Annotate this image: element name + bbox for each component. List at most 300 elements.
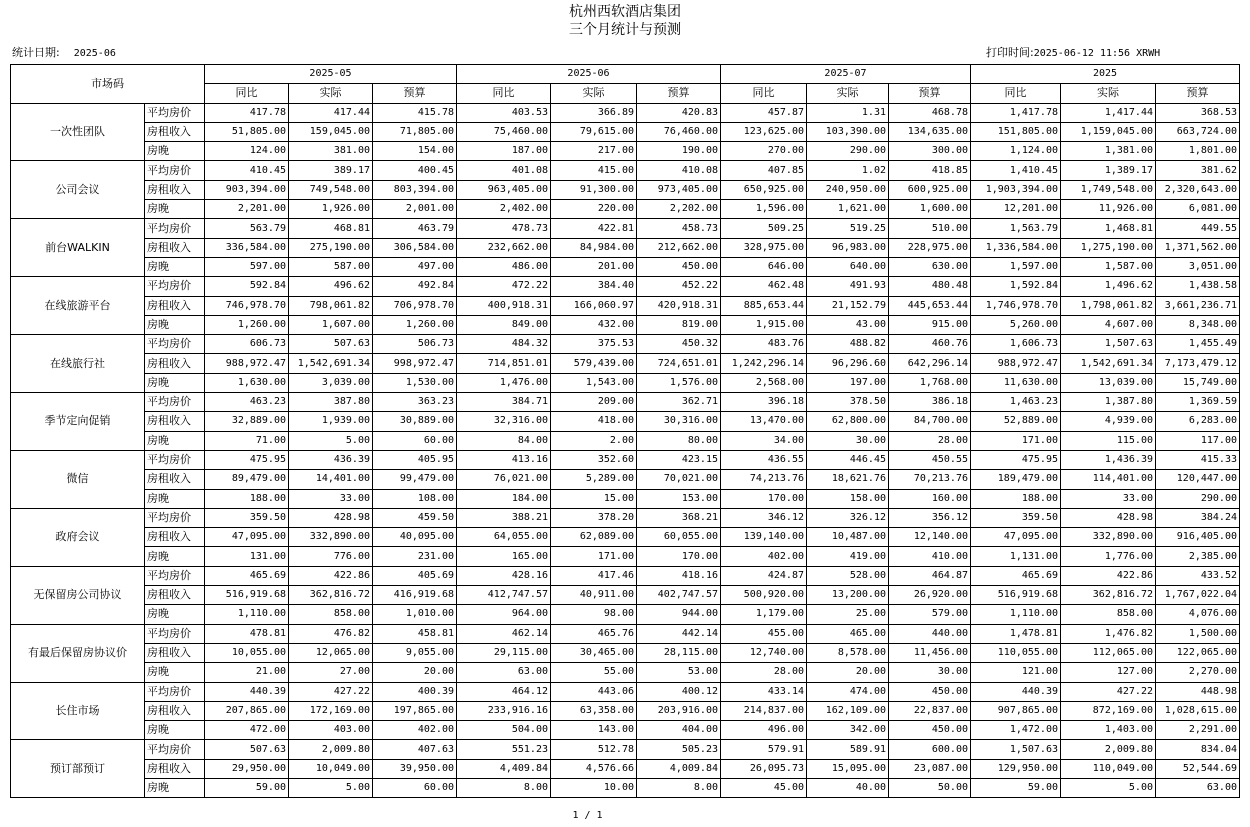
value-cell: 417.46 xyxy=(551,566,637,585)
value-cell: 32,316.00 xyxy=(457,412,551,431)
table-row xyxy=(11,296,1240,315)
table-row xyxy=(11,778,1240,797)
value-cell: 1,389.17 xyxy=(1061,161,1156,180)
value-cell: 452.22 xyxy=(637,277,721,296)
value-cell: 405.69 xyxy=(373,566,457,585)
value-cell: 270.00 xyxy=(721,142,807,161)
value-cell: 1,436.39 xyxy=(1061,450,1156,469)
value-cell: 1,371,562.00 xyxy=(1156,238,1240,257)
value-cell: 464.12 xyxy=(457,682,551,701)
value-cell: 1,159,045.00 xyxy=(1061,122,1156,141)
metric-label: 平均房价 xyxy=(145,508,205,527)
value-cell: 579.91 xyxy=(721,740,807,759)
value-cell: 468.78 xyxy=(889,103,971,122)
value-cell: 505.23 xyxy=(637,740,721,759)
metric-label: 平均房价 xyxy=(145,103,205,122)
value-cell: 592.84 xyxy=(205,277,289,296)
market-code-name: 在线旅游平台 xyxy=(11,277,145,335)
value-cell: 171.00 xyxy=(971,431,1061,450)
value-cell: 528.00 xyxy=(807,566,889,585)
table-row xyxy=(11,489,1240,508)
value-cell: 8,578.00 xyxy=(807,643,889,662)
metric-label: 房租收入 xyxy=(145,354,205,373)
value-cell: 63.00 xyxy=(457,663,551,682)
value-cell: 1,496.62 xyxy=(1061,277,1156,296)
value-cell: 2,201.00 xyxy=(205,200,289,219)
value-cell: 872,169.00 xyxy=(1061,701,1156,720)
value-cell: 428.98 xyxy=(289,508,373,527)
value-cell: 589.91 xyxy=(807,740,889,759)
value-cell: 478.81 xyxy=(205,624,289,643)
value-cell: 1,472.00 xyxy=(971,721,1061,740)
value-cell: 384.71 xyxy=(457,393,551,412)
value-cell: 381.62 xyxy=(1156,161,1240,180)
metric-label: 房租收入 xyxy=(145,122,205,141)
value-cell: 849.00 xyxy=(457,315,551,334)
value-cell: 4,409.84 xyxy=(457,759,551,778)
value-cell: 29,950.00 xyxy=(205,759,289,778)
stat-date-value: 2025-06 xyxy=(73,48,116,59)
value-cell: 342.00 xyxy=(807,721,889,740)
value-cell: 1,455.49 xyxy=(1156,335,1240,354)
value-cell: 507.63 xyxy=(205,740,289,759)
value-cell: 27.00 xyxy=(289,663,373,682)
value-cell: 646.00 xyxy=(721,257,807,276)
value-cell: 516,919.68 xyxy=(205,586,289,605)
value-cell: 402.00 xyxy=(721,547,807,566)
market-code-name: 无保留房公司协议 xyxy=(11,566,145,624)
value-cell: 110,055.00 xyxy=(971,643,1061,662)
value-cell: 1,369.59 xyxy=(1156,393,1240,412)
value-cell: 352.60 xyxy=(551,450,637,469)
value-cell: 458.81 xyxy=(373,624,457,643)
value-cell: 14,401.00 xyxy=(289,470,373,489)
value-cell: 79,615.00 xyxy=(551,122,637,141)
value-cell: 858.00 xyxy=(289,605,373,624)
value-cell: 52,544.69 xyxy=(1156,759,1240,778)
value-cell: 418.16 xyxy=(637,566,721,585)
value-cell: 4,009.84 xyxy=(637,759,721,778)
value-cell: 121.00 xyxy=(971,663,1061,682)
table-body xyxy=(11,103,1240,798)
value-cell: 40.00 xyxy=(807,778,889,797)
period-header: 2025 xyxy=(971,65,1240,84)
value-cell: 440.00 xyxy=(889,624,971,643)
period-header: 2025-05 xyxy=(205,65,457,84)
value-cell: 84.00 xyxy=(457,431,551,450)
value-cell: 427.22 xyxy=(289,682,373,701)
value-cell: 465.00 xyxy=(807,624,889,643)
actual-header: 实际 xyxy=(1061,84,1156,103)
value-cell: 551.23 xyxy=(457,740,551,759)
value-cell: 362,816.72 xyxy=(1061,586,1156,605)
value-cell: 5,289.00 xyxy=(551,470,637,489)
value-cell: 443.06 xyxy=(551,682,637,701)
value-cell: 64,055.00 xyxy=(457,528,551,547)
market-code-name: 长住市场 xyxy=(11,682,145,740)
value-cell: 84,700.00 xyxy=(889,412,971,431)
value-cell: 75,460.00 xyxy=(457,122,551,141)
budget-header: 预算 xyxy=(1156,84,1240,103)
value-cell: 506.73 xyxy=(373,335,457,354)
value-cell: 5,260.00 xyxy=(971,315,1061,334)
value-cell: 231.00 xyxy=(373,547,457,566)
metric-label: 房晚 xyxy=(145,315,205,334)
value-cell: 442.14 xyxy=(637,624,721,643)
print-time-label: 打印时间: xyxy=(986,46,1034,59)
value-cell: 600.00 xyxy=(889,740,971,759)
metric-label: 房租收入 xyxy=(145,759,205,778)
value-cell: 115.00 xyxy=(1061,431,1156,450)
table-row xyxy=(11,547,1240,566)
value-cell: 3,039.00 xyxy=(289,373,373,392)
value-cell: 62,089.00 xyxy=(551,528,637,547)
table-row xyxy=(11,238,1240,257)
value-cell: 76,460.00 xyxy=(637,122,721,141)
value-cell: 384.24 xyxy=(1156,508,1240,527)
value-cell: 988,972.47 xyxy=(971,354,1061,373)
value-cell: 52,889.00 xyxy=(971,412,1061,431)
value-cell: 998,972.47 xyxy=(373,354,457,373)
value-cell: 63.00 xyxy=(1156,778,1240,797)
value-cell: 450.00 xyxy=(889,682,971,701)
value-cell: 496.00 xyxy=(721,721,807,740)
value-cell: 143.00 xyxy=(551,721,637,740)
value-cell: 10.00 xyxy=(551,778,637,797)
value-cell: 1,124.00 xyxy=(971,142,1061,161)
value-cell: 12,201.00 xyxy=(971,200,1061,219)
value-cell: 415.33 xyxy=(1156,450,1240,469)
value-cell: 462.48 xyxy=(721,277,807,296)
value-cell: 1,028,615.00 xyxy=(1156,701,1240,720)
value-cell: 15.00 xyxy=(551,489,637,508)
value-cell: 413.16 xyxy=(457,450,551,469)
value-cell: 362.71 xyxy=(637,393,721,412)
value-cell: 166,060.97 xyxy=(551,296,637,315)
market-code-name: 前台WALKIN xyxy=(11,219,145,277)
value-cell: 483.76 xyxy=(721,335,807,354)
value-cell: 184.00 xyxy=(457,489,551,508)
value-cell: 1,275,190.00 xyxy=(1061,238,1156,257)
value-cell: 1,776.00 xyxy=(1061,547,1156,566)
table-row xyxy=(11,682,1240,701)
value-cell: 512.78 xyxy=(551,740,637,759)
value-cell: 1,403.00 xyxy=(1061,721,1156,740)
value-cell: 201.00 xyxy=(551,257,637,276)
value-cell: 424.87 xyxy=(721,566,807,585)
metric-label: 平均房价 xyxy=(145,277,205,296)
value-cell: 207,865.00 xyxy=(205,701,289,720)
value-cell: 386.18 xyxy=(889,393,971,412)
value-cell: 1,410.45 xyxy=(971,161,1061,180)
budget-header: 预算 xyxy=(373,84,457,103)
value-cell: 749,548.00 xyxy=(289,180,373,199)
value-cell: 8.00 xyxy=(457,778,551,797)
value-cell: 1,387.80 xyxy=(1061,393,1156,412)
value-cell: 746,978.70 xyxy=(205,296,289,315)
value-cell: 1,749,548.00 xyxy=(1061,180,1156,199)
metric-label: 房晚 xyxy=(145,373,205,392)
value-cell: 1,476.82 xyxy=(1061,624,1156,643)
value-cell: 597.00 xyxy=(205,257,289,276)
value-cell: 13,200.00 xyxy=(807,586,889,605)
table-row xyxy=(11,354,1240,373)
value-cell: 22,837.00 xyxy=(889,701,971,720)
value-cell: 165.00 xyxy=(457,547,551,566)
period-header: 2025-06 xyxy=(457,65,721,84)
value-cell: 8.00 xyxy=(637,778,721,797)
value-cell: 459.50 xyxy=(373,508,457,527)
value-cell: 776.00 xyxy=(289,547,373,566)
value-cell: 18,621.76 xyxy=(807,470,889,489)
value-cell: 944.00 xyxy=(637,605,721,624)
value-cell: 417.44 xyxy=(289,103,373,122)
table-row xyxy=(11,373,1240,392)
value-cell: 405.95 xyxy=(373,450,457,469)
table-row xyxy=(11,180,1240,199)
value-cell: 63,358.00 xyxy=(551,701,637,720)
table-row xyxy=(11,200,1240,219)
value-cell: 131.00 xyxy=(205,547,289,566)
value-cell: 1,179.00 xyxy=(721,605,807,624)
table-row xyxy=(11,643,1240,662)
table-row xyxy=(11,566,1240,585)
value-cell: 488.82 xyxy=(807,335,889,354)
value-cell: 418.00 xyxy=(551,412,637,431)
value-cell: 418.85 xyxy=(889,161,971,180)
value-cell: 32,889.00 xyxy=(205,412,289,431)
value-cell: 2.00 xyxy=(551,431,637,450)
value-cell: 510.00 xyxy=(889,219,971,238)
value-cell: 21,152.79 xyxy=(807,296,889,315)
metric-label: 平均房价 xyxy=(145,450,205,469)
value-cell: 96,983.00 xyxy=(807,238,889,257)
period-header: 2025-07 xyxy=(721,65,971,84)
value-cell: 28.00 xyxy=(889,431,971,450)
value-cell: 124.00 xyxy=(205,142,289,161)
value-cell: 422.86 xyxy=(289,566,373,585)
value-cell: 407.85 xyxy=(721,161,807,180)
value-cell: 1,606.73 xyxy=(971,335,1061,354)
value-cell: 2,320,643.00 xyxy=(1156,180,1240,199)
value-cell: 326.12 xyxy=(807,508,889,527)
value-cell: 10,487.00 xyxy=(807,528,889,547)
value-cell: 1,630.00 xyxy=(205,373,289,392)
value-cell: 1,478.81 xyxy=(971,624,1061,643)
value-cell: 172,169.00 xyxy=(289,701,373,720)
metric-label: 房晚 xyxy=(145,547,205,566)
value-cell: 420.83 xyxy=(637,103,721,122)
value-cell: 5.00 xyxy=(289,431,373,450)
value-cell: 885,653.44 xyxy=(721,296,807,315)
value-cell: 6,283.00 xyxy=(1156,412,1240,431)
value-cell: 440.39 xyxy=(971,682,1061,701)
value-cell: 428.98 xyxy=(1061,508,1156,527)
value-cell: 433.52 xyxy=(1156,566,1240,585)
value-cell: 1,507.63 xyxy=(1061,335,1156,354)
table-row xyxy=(11,470,1240,489)
value-cell: 449.55 xyxy=(1156,219,1240,238)
value-cell: 160.00 xyxy=(889,489,971,508)
value-cell: 478.73 xyxy=(457,219,551,238)
value-cell: 455.00 xyxy=(721,624,807,643)
print-time xyxy=(986,44,1160,60)
value-cell: 1,597.00 xyxy=(971,257,1061,276)
value-cell: 129,950.00 xyxy=(971,759,1061,778)
table-row xyxy=(11,624,1240,643)
metric-label: 房租收入 xyxy=(145,180,205,199)
value-cell: 4,576.66 xyxy=(551,759,637,778)
value-cell: 91,300.00 xyxy=(551,180,637,199)
value-cell: 389.17 xyxy=(289,161,373,180)
value-cell: 13,039.00 xyxy=(1061,373,1156,392)
value-cell: 71,805.00 xyxy=(373,122,457,141)
value-cell: 368.53 xyxy=(1156,103,1240,122)
value-cell: 96,296.60 xyxy=(807,354,889,373)
value-cell: 858.00 xyxy=(1061,605,1156,624)
value-cell: 396.18 xyxy=(721,393,807,412)
value-cell: 803,394.00 xyxy=(373,180,457,199)
value-cell: 2,001.00 xyxy=(373,200,457,219)
value-cell: 463.23 xyxy=(205,393,289,412)
value-cell: 6,081.00 xyxy=(1156,200,1240,219)
value-cell: 62,800.00 xyxy=(807,412,889,431)
metric-label: 房晚 xyxy=(145,721,205,740)
metric-label: 房晚 xyxy=(145,778,205,797)
value-cell: 220.00 xyxy=(551,200,637,219)
value-cell: 26,095.73 xyxy=(721,759,807,778)
budget-header: 预算 xyxy=(637,84,721,103)
value-cell: 112,065.00 xyxy=(1061,643,1156,662)
statistics-table xyxy=(10,64,1240,798)
value-cell: 448.98 xyxy=(1156,682,1240,701)
metric-label: 房晚 xyxy=(145,489,205,508)
value-cell: 915.00 xyxy=(889,315,971,334)
table-row xyxy=(11,393,1240,412)
value-cell: 139,140.00 xyxy=(721,528,807,547)
value-cell: 419.00 xyxy=(807,547,889,566)
value-cell: 403.00 xyxy=(289,721,373,740)
table-row xyxy=(11,257,1240,276)
value-cell: 306,584.00 xyxy=(373,238,457,257)
value-cell: 417.78 xyxy=(205,103,289,122)
value-cell: 387.80 xyxy=(289,393,373,412)
value-cell: 415.00 xyxy=(551,161,637,180)
value-cell: 2,402.00 xyxy=(457,200,551,219)
value-cell: 2,202.00 xyxy=(637,200,721,219)
value-cell: 407.63 xyxy=(373,740,457,759)
table-row xyxy=(11,450,1240,469)
market-code-name: 有最后保留房协议价 xyxy=(11,624,145,682)
value-cell: 89,479.00 xyxy=(205,470,289,489)
market-code-name: 公司会议 xyxy=(11,161,145,219)
value-cell: 25.00 xyxy=(807,605,889,624)
value-cell: 579.00 xyxy=(889,605,971,624)
value-cell: 1,242,296.14 xyxy=(721,354,807,373)
value-cell: 492.84 xyxy=(373,277,457,296)
header-row-periods xyxy=(11,65,1240,84)
value-cell: 30,316.00 xyxy=(637,412,721,431)
value-cell: 2,568.00 xyxy=(721,373,807,392)
value-cell: 11,926.00 xyxy=(1061,200,1156,219)
value-cell: 99,479.00 xyxy=(373,470,457,489)
value-cell: 480.48 xyxy=(889,277,971,296)
value-cell: 103,390.00 xyxy=(807,122,889,141)
value-cell: 472.22 xyxy=(457,277,551,296)
value-cell: 4,607.00 xyxy=(1061,315,1156,334)
value-cell: 423.15 xyxy=(637,450,721,469)
value-cell: 122,065.00 xyxy=(1156,643,1240,662)
value-cell: 117.00 xyxy=(1156,431,1240,450)
value-cell: 416,919.68 xyxy=(373,586,457,605)
table-row xyxy=(11,122,1240,141)
metric-label: 平均房价 xyxy=(145,335,205,354)
value-cell: 332,890.00 xyxy=(1061,528,1156,547)
value-cell: 21.00 xyxy=(205,663,289,682)
value-cell: 171.00 xyxy=(551,547,637,566)
value-cell: 436.39 xyxy=(289,450,373,469)
table-row xyxy=(11,277,1240,296)
value-cell: 422.86 xyxy=(1061,566,1156,585)
market-code-name: 预订部预订 xyxy=(11,740,145,798)
table-row xyxy=(11,103,1240,122)
value-cell: 123,625.00 xyxy=(721,122,807,141)
value-cell: 7,173,479.12 xyxy=(1156,354,1240,373)
value-cell: 519.25 xyxy=(807,219,889,238)
value-cell: 290.00 xyxy=(807,142,889,161)
value-cell: 1,260.00 xyxy=(205,315,289,334)
value-cell: 39,950.00 xyxy=(373,759,457,778)
print-time-value: 2025-06-12 11:56 XRWH xyxy=(1033,48,1161,59)
value-cell: 412,747.57 xyxy=(457,586,551,605)
value-cell: 500,920.00 xyxy=(721,586,807,605)
value-cell: 1,468.81 xyxy=(1061,219,1156,238)
value-cell: 410.45 xyxy=(205,161,289,180)
value-cell: 1,768.00 xyxy=(889,373,971,392)
value-cell: 400.45 xyxy=(373,161,457,180)
value-cell: 1,746,978.70 xyxy=(971,296,1061,315)
metric-label: 房晚 xyxy=(145,663,205,682)
value-cell: 2,385.00 xyxy=(1156,547,1240,566)
value-cell: 640.00 xyxy=(807,257,889,276)
value-cell: 80.00 xyxy=(637,431,721,450)
yoy-header: 同比 xyxy=(457,84,551,103)
value-cell: 903,394.00 xyxy=(205,180,289,199)
metric-label: 房租收入 xyxy=(145,701,205,720)
value-cell: 463.79 xyxy=(373,219,457,238)
value-cell: 1,476.00 xyxy=(457,373,551,392)
value-cell: 190.00 xyxy=(637,142,721,161)
value-cell: 2,270.00 xyxy=(1156,663,1240,682)
value-cell: 154.00 xyxy=(373,142,457,161)
value-cell: 509.25 xyxy=(721,219,807,238)
table-row xyxy=(11,701,1240,720)
value-cell: 3,661,236.71 xyxy=(1156,296,1240,315)
value-cell: 378.50 xyxy=(807,393,889,412)
value-cell: 30.00 xyxy=(807,431,889,450)
table-row xyxy=(11,663,1240,682)
value-cell: 60,055.00 xyxy=(637,528,721,547)
value-cell: 188.00 xyxy=(971,489,1061,508)
value-cell: 34.00 xyxy=(721,431,807,450)
page-number: 1 / 1 xyxy=(572,810,603,821)
value-cell: 59.00 xyxy=(205,778,289,797)
value-cell: 1,801.00 xyxy=(1156,142,1240,161)
value-cell: 170.00 xyxy=(721,489,807,508)
budget-header: 预算 xyxy=(889,84,971,103)
value-cell: 359.50 xyxy=(205,508,289,527)
metric-label: 房租收入 xyxy=(145,296,205,315)
